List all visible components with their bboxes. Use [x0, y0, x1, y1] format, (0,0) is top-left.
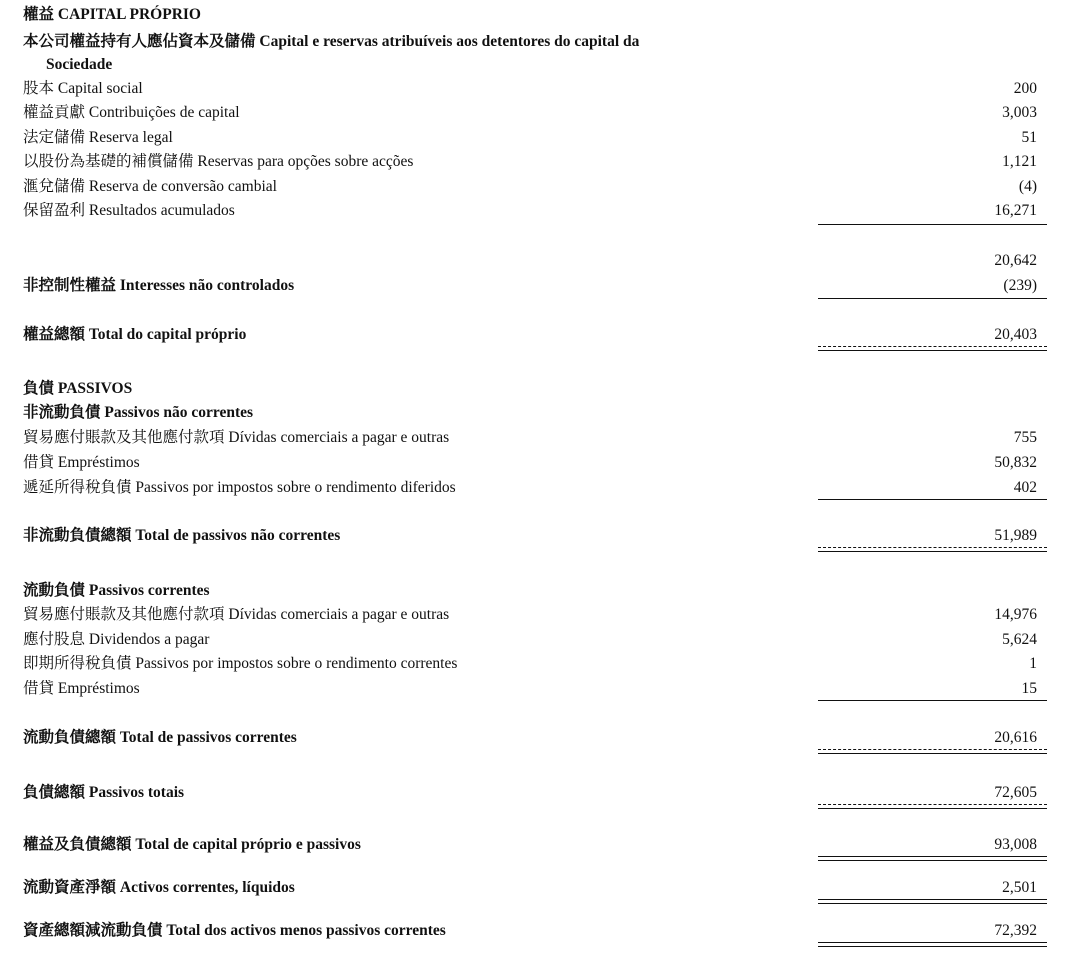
owners-heading-line1: 本公司權益持有人應佔資本及儲備 Capital e reservas atribuíveis aos detentores do capital da — [23, 33, 640, 50]
c-row-value-impostos-correntes: 1 — [1029, 655, 1037, 672]
total-assets-less-cl-label: 資產總額減流動負債 Total dos activos menos passivos correntes — [23, 922, 446, 939]
row-label-reserva-legal: 法定儲備 Reserva legal — [23, 129, 173, 146]
current-total-value: 20,616 — [994, 729, 1037, 746]
equity-and-liabilities-label: 權益及負債總額 Total de capital próprio e passivos — [23, 836, 361, 853]
c-row-label-dividas: 貿易應付賬款及其他應付款項 Dívidas comerciais a pagar e outras — [23, 606, 450, 623]
noncurrent-heading: 非流動負債 Passivos não correntes — [23, 404, 254, 421]
double-underline-equity-total — [818, 346, 1047, 351]
equity-total-label: 權益總額 Total do capital próprio — [23, 326, 247, 343]
underline-nci — [818, 298, 1047, 299]
row-value-contribuicoes: 3,003 — [1002, 104, 1037, 121]
c-row-label-impostos-correntes: 即期所得稅負債 Passivos por impostos sobre o rendimento correntes — [23, 655, 458, 672]
nc-row-label-emprestimos: 借貸 Empréstimos — [23, 454, 140, 471]
double-underline-equity-and-liabilities — [818, 856, 1047, 861]
double-underline-noncurrent-total — [818, 547, 1047, 552]
row-value-reservas-opcoes: 1,121 — [1002, 153, 1037, 170]
row-label-contribuicoes: 權益貢獻 Contribuições de capital — [23, 104, 240, 121]
row-label-capital-social: 股本 Capital social — [23, 80, 143, 97]
c-row-label-emprestimos: 借貸 Empréstimos — [23, 680, 140, 697]
c-row-label-dividendos: 應付股息 Dividendos a pagar — [23, 631, 210, 648]
liabilities-total-label: 負債總額 Passivos totais — [23, 784, 185, 801]
total-assets-less-cl-value: 72,392 — [994, 922, 1037, 939]
underline-noncurrent-rows — [818, 499, 1047, 500]
row-label-reserva-conversao: 滙兌儲備 Reserva de conversão cambial — [23, 178, 277, 195]
noncurrent-total-value: 51,989 — [994, 527, 1037, 544]
equity-and-liabilities-value: 93,008 — [994, 836, 1037, 853]
c-row-value-dividas: 14,976 — [994, 606, 1037, 623]
c-row-value-emprestimos: 15 — [1021, 680, 1037, 697]
double-underline-current-total — [818, 749, 1047, 754]
nci-label: 非控制性權益 Interesses não controlados — [23, 277, 295, 294]
double-underline-liabilities-total — [818, 804, 1047, 809]
owners-heading-line2: Sociedade — [46, 56, 113, 73]
equity-subtotal-value: 20,642 — [994, 252, 1037, 269]
nc-row-value-emprestimos: 50,832 — [994, 454, 1037, 471]
row-value-reserva-conversao: (4) — [1018, 178, 1037, 195]
nc-row-label-impostos-diferidos: 遞延所得稅負債 Passivos por impostos sobre o rendimento diferidos — [23, 479, 456, 496]
nc-row-label-dividas: 貿易應付賬款及其他應付款項 Dívidas comerciais a pagar e outras — [23, 429, 450, 446]
net-current-assets-label: 流動資產淨額 Activos correntes, líquidos — [23, 879, 295, 896]
net-current-assets-value: 2,501 — [1002, 879, 1037, 896]
nci-value: (239) — [1003, 277, 1037, 294]
current-total-label: 流動負債總額 Total de passivos correntes — [23, 729, 297, 746]
liabilities-total-value: 72,605 — [994, 784, 1037, 801]
current-heading: 流動負債 Passivos correntes — [23, 582, 210, 599]
row-label-reservas-opcoes: 以股份為基礎的補償儲備 Reservas para opções sobre acções — [23, 153, 414, 170]
row-label-resultados-acumulados: 保留盈利 Resultados acumulados — [23, 202, 235, 219]
equity-total-value: 20,403 — [994, 326, 1037, 343]
double-underline-total-assets-less-cl — [818, 942, 1047, 947]
nc-row-value-impostos-diferidos: 402 — [1013, 479, 1037, 496]
c-row-value-dividendos: 5,624 — [1002, 631, 1037, 648]
nc-row-value-dividas: 755 — [1013, 429, 1037, 446]
underline-current-rows — [818, 700, 1047, 701]
equity-heading: 權益 CAPITAL PRÓPRIO — [23, 6, 201, 23]
noncurrent-total-label: 非流動負債總額 Total de passivos não correntes — [23, 527, 341, 544]
row-value-resultados-acumulados: 16,271 — [994, 202, 1037, 219]
row-value-reserva-legal: 51 — [1021, 129, 1037, 146]
row-value-capital-social: 200 — [1013, 80, 1037, 97]
underline-equity-rows — [818, 224, 1047, 225]
liabilities-heading: 負債 PASSIVOS — [23, 380, 133, 397]
double-underline-net-current-assets — [818, 899, 1047, 904]
